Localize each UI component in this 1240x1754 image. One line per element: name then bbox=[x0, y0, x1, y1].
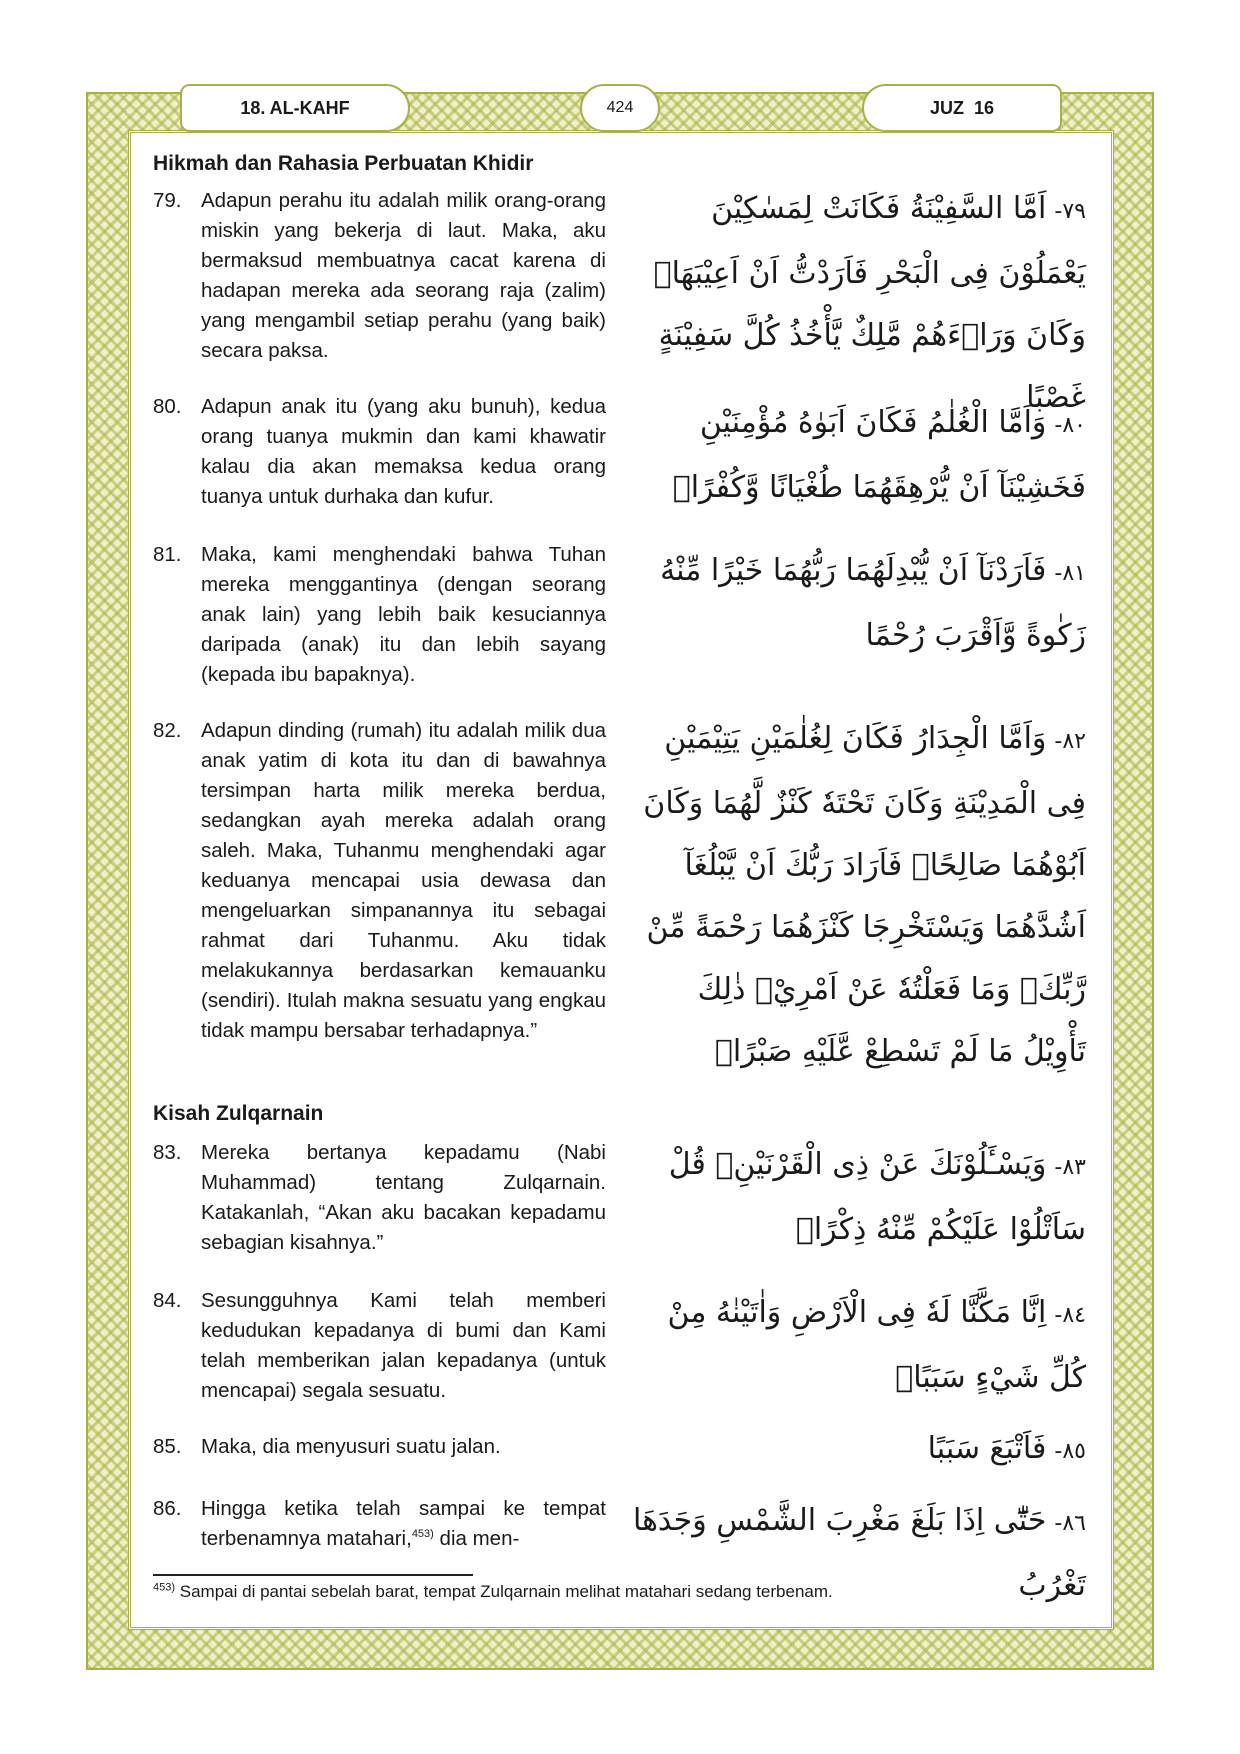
surah-title: 18. AL-KAHF bbox=[240, 97, 350, 118]
verse-translation-83 bbox=[153, 1138, 606, 1258]
juz-header-tab bbox=[862, 84, 1062, 132]
page-number: 424 bbox=[606, 99, 634, 116]
verse-number: 80. bbox=[153, 395, 182, 418]
verse-text bbox=[201, 1494, 606, 1554]
section-heading: Hikmah dan Rahasia Perbuatan Khidir bbox=[153, 152, 534, 175]
verse-number: 79. bbox=[153, 189, 182, 212]
verse-number: 85. bbox=[153, 1435, 182, 1458]
verse-number: 81. bbox=[153, 543, 182, 566]
verse-translation-81 bbox=[153, 540, 606, 690]
verse-translation-85 bbox=[153, 1432, 606, 1462]
arabic-verse-84 bbox=[630, 1282, 1086, 1409]
arabic-verse-82 bbox=[630, 708, 1086, 1083]
arabic-text: فَاَرَدْنَآ اَنْ يُّبْدِلَهُمَا رَبُّهُمَا خَيْرًا مِّنْهُ زَكٰوةً وَّاَقْرَبَ رُحْمًا bbox=[660, 553, 1086, 653]
verse-number: 83. bbox=[153, 1141, 182, 1164]
verse-text: Adapun dinding (rumah) itu adalah milik dua anak yatim di kota itu dan di bawahnya tersimpan harta milik mereka berdua, sedangkan ayah mereka adalah orang saleh. Maka, Tuhanmu menghendaki agar keduanya mencapai usia dewasa dan mengeluarkan simpanannya itu sebagai rahmat dari Tuhanmu. Aku tidak melakukannya berdasarkan kemauanku (sendiri). Itulah makna sesuatu yang engkau tidak mampu bersabar terhadapnya.” bbox=[201, 719, 606, 1042]
verse-text: Mereka bertanya kepadamu (Nabi Muhammad) tentang Zulqarnain. Katakanlah, “Akan aku bacakan kepadamu sebagian kisahnya.” bbox=[201, 1141, 606, 1254]
arabic-text: فَاَتْبَعَ سَبَبًا bbox=[927, 1431, 1047, 1466]
section-heading: Kisah Zulqarnain bbox=[153, 1102, 324, 1125]
arabic-verse-number: ٨٤- bbox=[1054, 1303, 1086, 1328]
arabic-text: اِنَّا مَكَّنَّا لَهٗ فِى الْاَرْضِ وَاٰتَيْنٰهُ مِنْ كُلِّ شَيْءٍ سَبَبًاۙ bbox=[667, 1295, 1086, 1395]
arabic-text: وَيَسْـَٔلُوْنَكَ عَنْ ذِى الْقَرْنَيْنِۗ قُلْ سَاَتْلُوْا عَلَيْكُمْ مِّنْهُ ذِكْرًاۗ bbox=[668, 1147, 1086, 1247]
footnote-reference: 453) bbox=[411, 1528, 434, 1541]
footnote-divider bbox=[153, 1574, 473, 1576]
arabic-text: حَتّٰٓى اِذَا بَلَغَ مَغْرِبَ الشَّمْسِ وَجَدَهَا تَغْرُبُ bbox=[632, 1503, 1086, 1603]
arabic-verse-number: ٨٣- bbox=[1054, 1155, 1086, 1180]
arabic-text: وَاَمَّا الْغُلٰمُ فَكَانَ اَبَوٰهُ مُؤْمِنَيْنِ فَخَشِيْنَآ اَنْ يُّرْهِقَهُمَا طُغْيَانًا وَّكُفْرًاۚ bbox=[672, 405, 1086, 505]
arabic-verse-number: ٨٠- bbox=[1054, 413, 1086, 438]
verse-text: Maka, kami menghendaki bahwa Tuhan mereka menggantinya (dengan seorang anak lain) yang lebih baik kesuciannya daripada (anak) itu dan lebih sayang (kepada ibu bapaknya). bbox=[201, 543, 606, 686]
arabic-text: وَاَمَّا الْجِدَارُ فَكَانَ لِغُلٰمَيْنِ يَتِيْمَيْنِ فِى الْمَدِيْنَةِ وَكَانَ تَحْتَهٗ كَنْزٌ لَّهُمَا وَكَانَ اَبُوْهُمَا صَالِحًاۚ فَاَرَادَ رَبُّكَ اَنْ يَّبْلُغَآ اَشُدَّهُمَا وَيَسْتَخْرِجَا كَنْزَهُمَا رَحْمَةً مِّنْ رَّبِّكَۚ وَمَا فَعَلْتُهٗ عَنْ اَمْرِيْۗ ذٰلِكَ تَأْوِيْلُ مَا لَمْ تَسْطِعْ عَّلَيْهِ صَبْرًاۗ bbox=[643, 721, 1086, 1069]
surah-header-tab bbox=[180, 84, 410, 132]
verse-translation-79 bbox=[153, 186, 606, 366]
verse-text: Adapun perahu itu adalah milik orang-orang miskin yang bekerja di laut. Maka, aku bermaksud membuatnya cacat karena di hadapan mereka ada seorang raja (zalim) yang mengambil setiap perahu (yang baik) secara paksa. bbox=[201, 189, 606, 362]
arabic-verse-number: ٨٦- bbox=[1054, 1511, 1086, 1536]
footnote-text: Sampai di pantai sebelah barat, tempat Zulqarnain melihat matahari sedang terbenam. bbox=[175, 1582, 833, 1601]
arabic-verse-85 bbox=[630, 1418, 1086, 1483]
verse-translation-82 bbox=[153, 716, 606, 1046]
arabic-verse-number: ٨٥- bbox=[1054, 1439, 1086, 1464]
juz-label: JUZ 16 bbox=[929, 97, 995, 118]
verse-translation-84 bbox=[153, 1286, 606, 1406]
page-number-badge bbox=[580, 84, 660, 132]
verse-text: Sesungguhnya Kami telah memberi kedudukan kepadanya di bumi dan Kami telah memberikan jalan kepadanya (untuk mencapai) segala sesuatu. bbox=[201, 1289, 606, 1402]
arabic-verse-80 bbox=[630, 392, 1086, 519]
verse-number: 86. bbox=[153, 1497, 182, 1520]
verse-number: 82. bbox=[153, 719, 182, 742]
verse-number: 84. bbox=[153, 1289, 182, 1312]
arabic-text: اَمَّا السَّفِيْنَةُ فَكَانَتْ لِمَسٰكِيْنَ يَعْمَلُوْنَ فِى الْبَحْرِ فَاَرَدْتُّ اَنْ اَعِيْبَهَاۗ وَكَانَ وَرَاۤءَهُمْ مَّلِكٌ يَّأْخُذُ كُلَّ سَفِيْنَةٍ غَصْبًا bbox=[653, 191, 1086, 415]
arabic-verse-number: ٨٢- bbox=[1054, 729, 1086, 754]
verse-text: Maka, dia menyusuri suatu jalan. bbox=[201, 1435, 501, 1458]
verse-text-part: Hingga ketika telah sampai ke tempat terbenamnya matahari, bbox=[201, 1497, 606, 1550]
verse-translation-80 bbox=[153, 392, 606, 512]
verse-text-continuation: dia men- bbox=[433, 1527, 520, 1550]
arabic-verse-81 bbox=[630, 540, 1086, 667]
footnote bbox=[153, 1582, 833, 1602]
arabic-verse-number: ٨١- bbox=[1054, 561, 1086, 586]
arabic-verse-number: ٧٩- bbox=[1054, 199, 1086, 224]
verse-text: Adapun anak itu (yang aku bunuh), kedua orang tuanya mukmin dan kami khawatir kalau dia akan memaksa kedua orang tuanya untuk durhaka dan kufur. bbox=[201, 395, 606, 508]
footnote-number: 453) bbox=[153, 1581, 176, 1594]
arabic-verse-83 bbox=[630, 1134, 1086, 1261]
verse-translation-86 bbox=[153, 1494, 606, 1554]
